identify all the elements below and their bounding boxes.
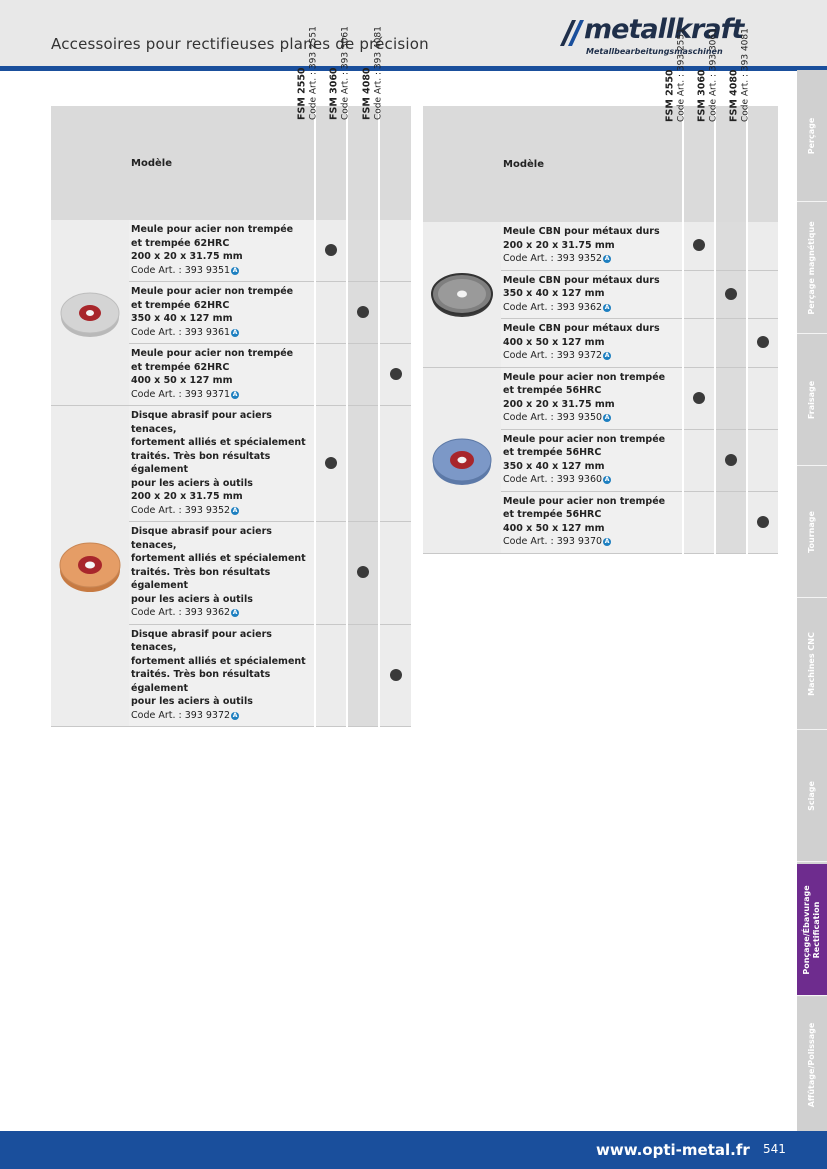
- article-badge-icon: A: [604, 538, 610, 545]
- table-row: [51, 406, 411, 522]
- compatibility-cell: [347, 406, 379, 522]
- description-line: 200 x 20 x 31.75 mm: [131, 251, 243, 262]
- compatibility-cell: [379, 282, 411, 344]
- compatibility-cell: [683, 429, 715, 491]
- article-badge-icon: A: [604, 255, 610, 262]
- description-line: Disque abrasif pour aciers tenaces,: [131, 628, 272, 653]
- compatible-dot-icon: [390, 669, 402, 681]
- compatible-dot-icon: [325, 244, 337, 256]
- compatible-dot-icon: [757, 336, 769, 348]
- product-description: [501, 491, 683, 553]
- description-line: et trempée 56HRC: [503, 509, 602, 520]
- column-header-fsm4080: FSM 4080 Code Art. : 393 4081: [379, 106, 411, 220]
- product-description: [129, 406, 315, 522]
- model-header: Modèle: [501, 106, 683, 222]
- description-line: 400 x 50 x 127 mm: [131, 375, 233, 386]
- article-code: Code Art. : 393 9371: [131, 388, 231, 400]
- description-line: Disque abrasif pour aciers tenaces,: [131, 410, 272, 435]
- table-row: [423, 367, 778, 429]
- description-line: Meule CBN pour métaux durs: [503, 323, 660, 334]
- compatibility-cell: [379, 220, 411, 282]
- compatibility-cell: [379, 344, 411, 406]
- description-line: Meule pour acier non trempée: [131, 286, 294, 297]
- article-code: Code Art. : 393 9362: [503, 301, 603, 313]
- compatibility-cell: [715, 319, 747, 368]
- article-badge-icon: A: [232, 390, 238, 398]
- sidebar-tab-machines-cnc[interactable]: Machines CNC: [797, 598, 827, 730]
- compatibility-cell: [747, 429, 778, 491]
- description-line: 350 x 40 x 127 mm: [503, 288, 605, 299]
- compatibility-cell: [347, 344, 379, 406]
- cbn-wheel-image: [423, 222, 501, 367]
- model-header: Modèle: [129, 106, 315, 220]
- column-header-fsm4080: FSM 4080 Code Art. : 393 4081: [747, 106, 778, 222]
- description-line: 200 x 20 x 31.75 mm: [131, 491, 243, 502]
- product-description: [129, 344, 315, 406]
- page-number: 541: [763, 1142, 786, 1156]
- description-line: Meule pour acier non trempée: [503, 495, 666, 507]
- compatibility-cell: [379, 522, 411, 625]
- article-code: Code Art. : 393 9361: [131, 326, 231, 338]
- product-description: [501, 319, 683, 368]
- product-description: [501, 367, 683, 429]
- compatibility-cell: [347, 220, 379, 282]
- compatible-dot-icon: [390, 368, 402, 380]
- compatibility-cell: [347, 282, 379, 344]
- column-header-fsm3060: FSM 3060 Code Art. : 393 3061: [347, 106, 379, 220]
- compatibility-cell: [683, 270, 715, 319]
- description-line: 350 x 40 x 127 mm: [503, 460, 605, 472]
- description-line: fortement alliés et spécialement: [131, 437, 306, 448]
- article-badge-icon: A: [604, 303, 610, 311]
- description-line: et trempée 62HRC: [131, 237, 230, 249]
- compatibility-cell: [315, 624, 347, 727]
- logo-subtitle: Metallbearbeitungsmaschinen: [586, 47, 723, 56]
- compatible-dot-icon: [357, 306, 369, 318]
- description-line: 350 x 40 x 127 mm: [131, 313, 233, 324]
- article-code: Code Art. : 393 9351: [131, 264, 231, 276]
- table-row: [51, 220, 411, 282]
- product-description: [501, 222, 683, 270]
- compatible-dot-icon: [325, 457, 337, 469]
- article-code: Code Art. : 393 9352: [131, 504, 231, 516]
- article-badge-icon: A: [604, 352, 610, 359]
- page-footer: [0, 1131, 827, 1169]
- compatibility-cell: [747, 270, 778, 319]
- column-header-fsm3060: FSM 3060 Code Art. : 393 3061: [715, 106, 747, 222]
- compatibility-cell: [315, 282, 347, 344]
- orange-abrasive-disc-image: [51, 406, 129, 727]
- description-line: et trempée 62HRC: [131, 361, 230, 373]
- compatibility-cell: [683, 222, 715, 270]
- compatibility-cell: [747, 491, 778, 553]
- compatible-dot-icon: [693, 392, 705, 404]
- article-code: Code Art. : 393 9372: [131, 709, 231, 721]
- chapter-sidebar: [797, 70, 827, 1132]
- article-code: Code Art. : 393 9370: [503, 536, 603, 547]
- sidebar-tab-affutage-polissage[interactable]: Affûtage/Polissage: [797, 997, 827, 1133]
- blue-grinding-wheel-image: [423, 367, 501, 553]
- table-row: [423, 222, 778, 270]
- article-code: Code Art. : 393 9362: [131, 607, 231, 618]
- product-description: [129, 220, 315, 282]
- footer-url-link[interactable]: www.opti-metal.fr: [596, 1141, 750, 1159]
- article-badge-icon: A: [232, 266, 238, 274]
- compatible-dot-icon: [757, 516, 769, 528]
- description-line: traités. Très bon résultats également: [131, 450, 271, 475]
- description-line: 200 x 20 x 31.75 mm: [503, 398, 615, 410]
- compatibility-cell: [747, 222, 778, 270]
- description-line: traités. Très bon résultats également: [131, 669, 271, 694]
- sidebar-tab-sciage[interactable]: Sciage: [797, 730, 827, 862]
- compatibility-cell: [347, 624, 379, 727]
- article-code: Code Art. : 393 9360: [503, 474, 603, 485]
- compatibility-cell: [715, 491, 747, 553]
- logo-mark-icon: [558, 18, 586, 48]
- sidebar-tab-tournage[interactable]: Tournage: [797, 466, 827, 598]
- article-badge-icon: A: [232, 328, 238, 336]
- compatible-dot-icon: [725, 288, 737, 300]
- description-line: et trempée 56HRC: [503, 447, 602, 458]
- article-code: Code Art. : 393 9372: [503, 350, 603, 361]
- description-line: Meule pour acier non trempée: [503, 371, 666, 383]
- column-header-fsm2550: FSM 2550 Code Art. : 393 2551: [315, 106, 347, 220]
- article-code: Code Art. : 393 9350: [503, 412, 603, 423]
- description-line: Meule pour acier non trempée: [503, 433, 666, 445]
- compatibility-cell: [315, 522, 347, 625]
- sidebar-tab-poncage-rectification[interactable]: Ponçage/Ébavurage Rectification: [797, 864, 827, 996]
- sidebar-tab-percage[interactable]: Perçage: [797, 70, 827, 202]
- description-line: fortement alliés et spécialement: [131, 553, 306, 564]
- description-line: 400 x 50 x 127 mm: [503, 336, 605, 348]
- compatibility-cell: [747, 319, 778, 368]
- article-badge-icon: A: [604, 476, 610, 483]
- product-description: [129, 522, 315, 625]
- compatibility-cell: [683, 319, 715, 368]
- sidebar-tab-fraisage[interactable]: Fraisage: [797, 334, 827, 466]
- product-description: [501, 429, 683, 491]
- description-line: 400 x 50 x 127 mm: [503, 522, 605, 534]
- compatibility-cell: [715, 429, 747, 491]
- description-line: pour les aciers à outils: [131, 696, 253, 707]
- article-badge-icon: A: [232, 711, 238, 719]
- compatible-dot-icon: [357, 566, 369, 578]
- description-line: 200 x 20 x 31.75 mm: [503, 239, 615, 251]
- compatibility-cell: [715, 270, 747, 319]
- description-line: Meule CBN pour métaux durs: [503, 226, 660, 237]
- sidebar-tab-percage-magnetique[interactable]: Perçage magnétique: [797, 202, 827, 334]
- compatible-dot-icon: [693, 239, 705, 251]
- column-header-fsm2550: FSM 2550 Code Art. : 393 2551: [683, 106, 715, 222]
- article-badge-icon: A: [604, 414, 610, 421]
- logo-text: metallkraft: [584, 14, 744, 45]
- compatibility-cell: [315, 220, 347, 282]
- description-line: et trempée 62HRC: [131, 299, 230, 311]
- description-line: et trempée 56HRC: [503, 385, 602, 396]
- compatibility-cell: [715, 367, 747, 429]
- page-title: Accessoires pour rectifieuses planes de précision: [51, 35, 429, 53]
- description-line: fortement alliés et spécialement: [131, 655, 306, 667]
- description-line: pour les aciers à outils: [131, 477, 253, 489]
- description-line: Meule pour acier non trempée: [131, 348, 294, 359]
- description-line: pour les aciers à outils: [131, 593, 253, 605]
- compatibility-cell: [315, 344, 347, 406]
- compatibility-cell: [747, 367, 778, 429]
- compatibility-cell: [379, 406, 411, 522]
- description-line: Disque abrasif pour aciers tenaces,: [131, 526, 272, 551]
- compatibility-cell: [347, 522, 379, 625]
- compatible-dot-icon: [725, 454, 737, 466]
- description-line: traités. Très bon résultats également: [131, 566, 271, 591]
- product-description: [501, 270, 683, 319]
- grey-grinding-wheel-image: [51, 220, 129, 406]
- description-line: Meule CBN pour métaux durs: [503, 274, 660, 286]
- compatibility-cell: [379, 624, 411, 727]
- article-code: Code Art. : 393 9352: [503, 253, 603, 264]
- product-description: [129, 282, 315, 344]
- article-badge-icon: A: [232, 609, 238, 616]
- compatibility-cell: [715, 222, 747, 270]
- compatibility-cell: [315, 406, 347, 522]
- compatibility-cell: [683, 491, 715, 553]
- article-badge-icon: A: [232, 506, 238, 514]
- product-description: [129, 624, 315, 727]
- compatibility-cell: [683, 367, 715, 429]
- description-line: Meule pour acier non trempée: [131, 224, 294, 235]
